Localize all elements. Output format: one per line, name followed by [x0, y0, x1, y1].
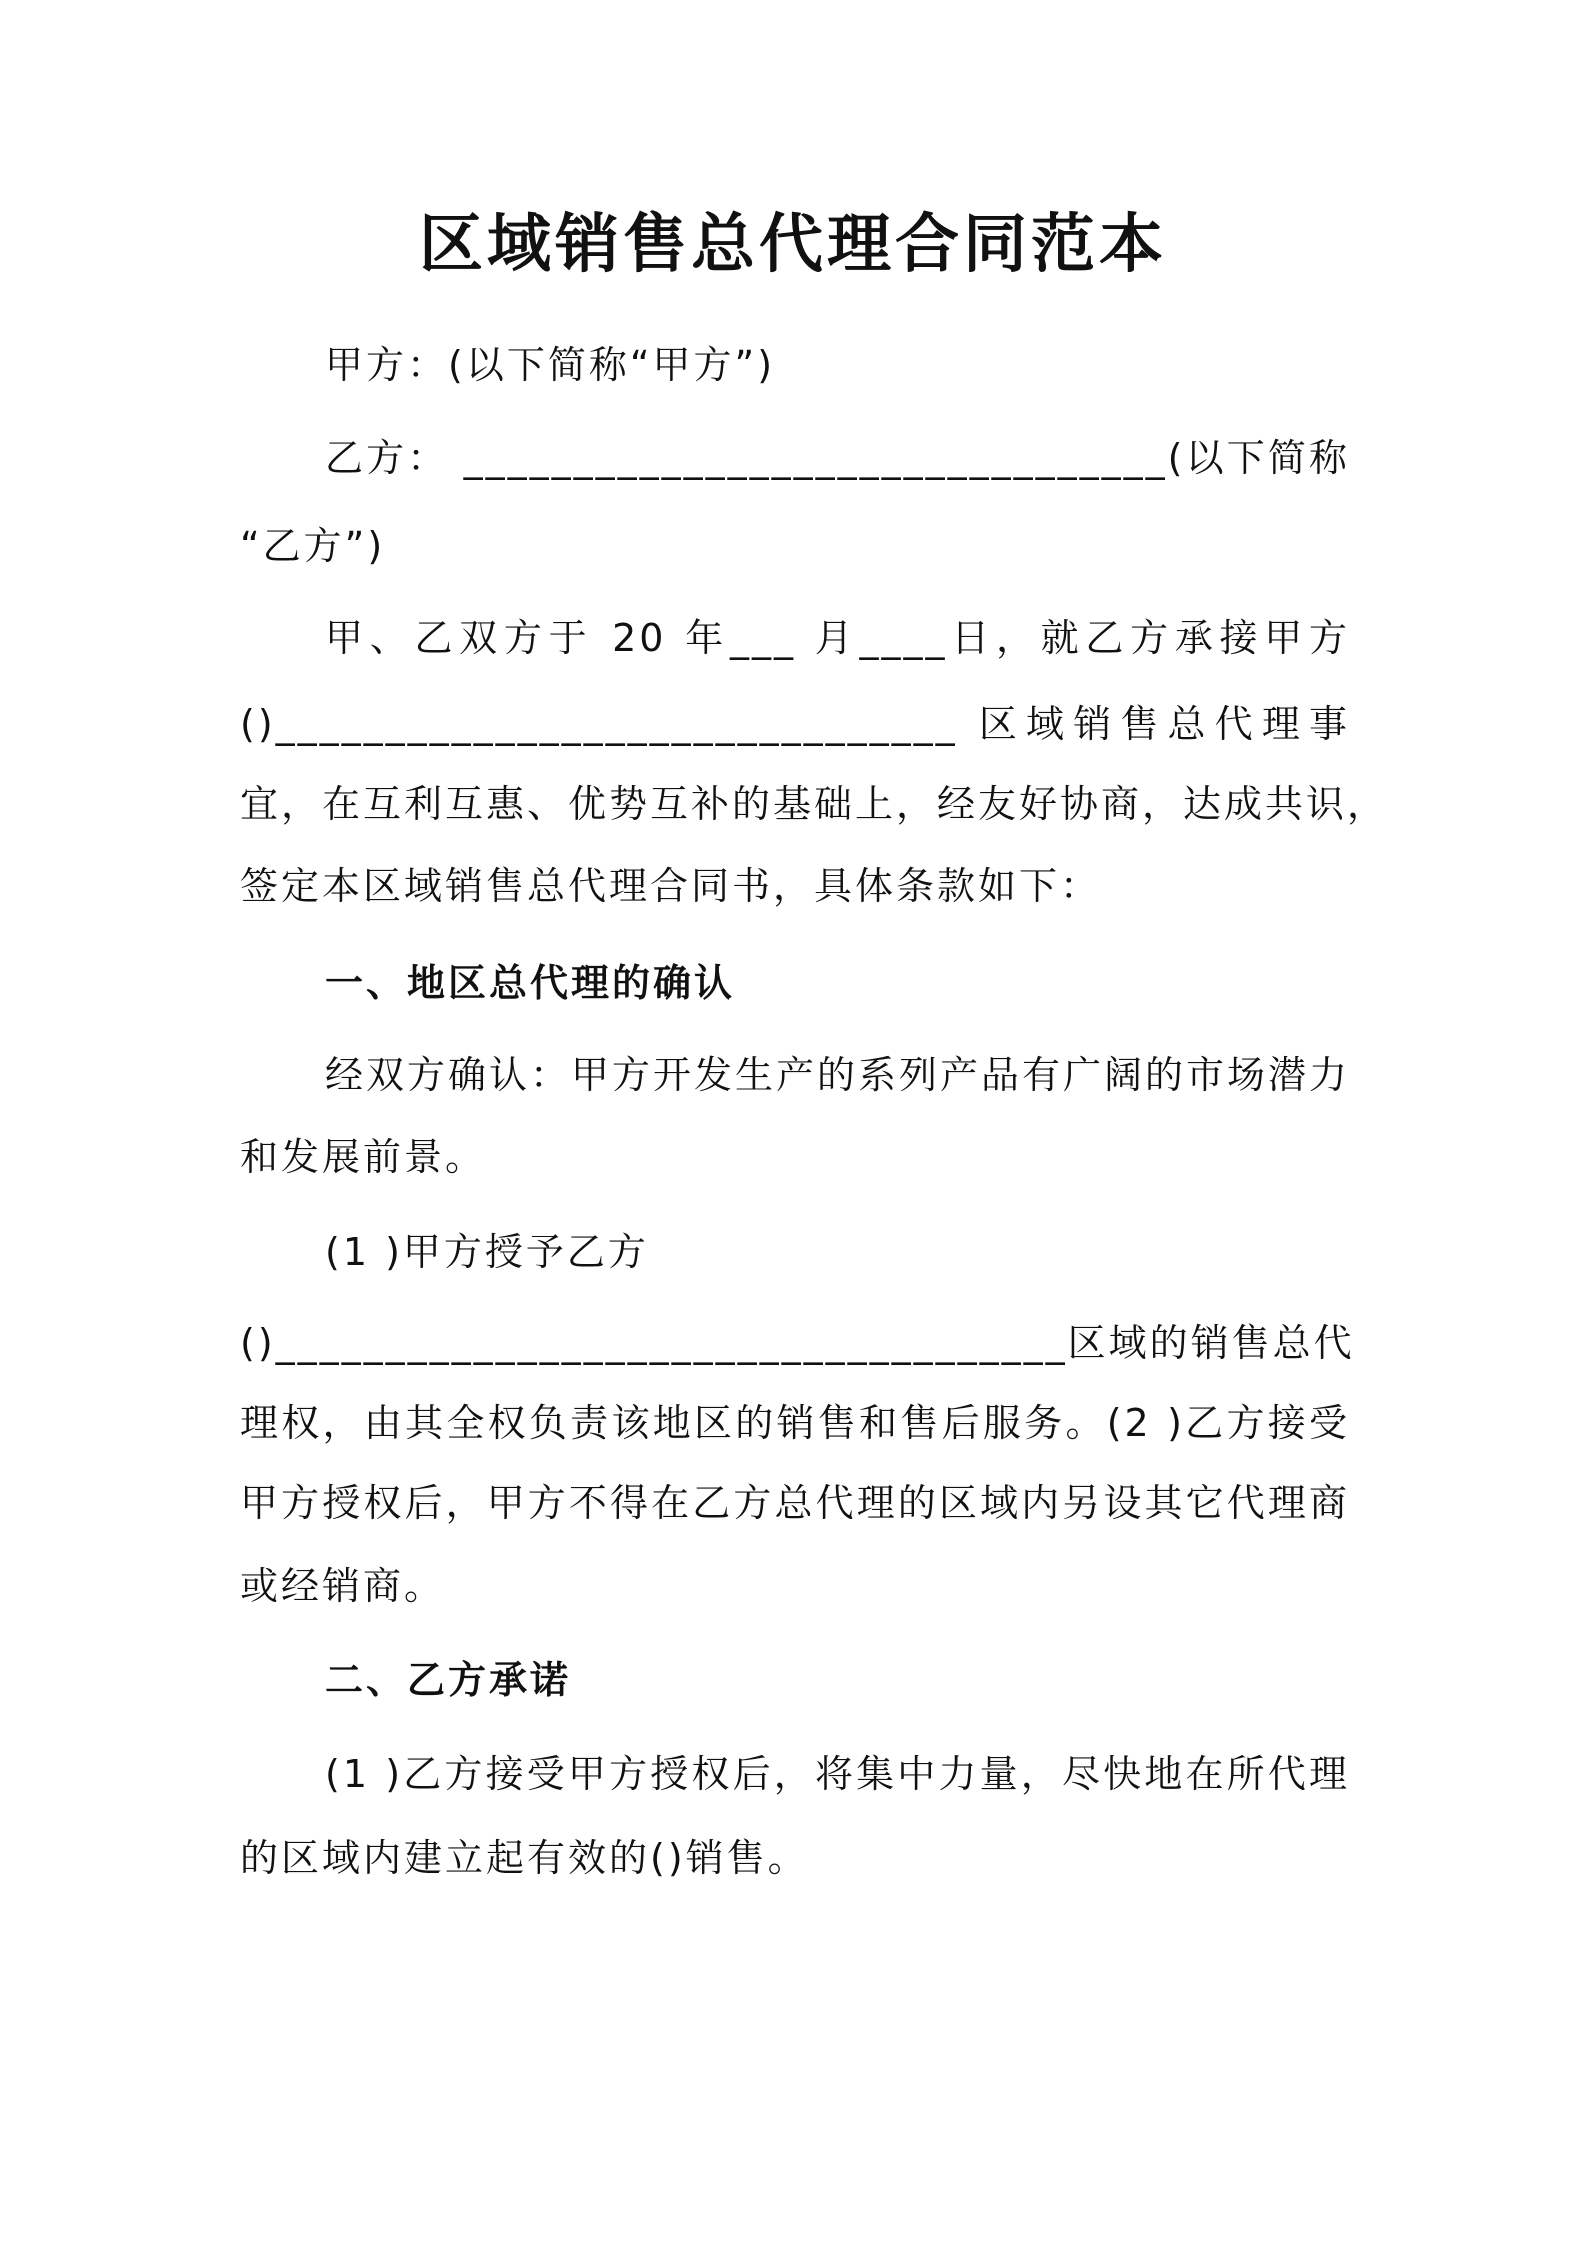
intro-paragraph-line: 签定本区域销售总代理合同书，具体条款如下：: [240, 864, 1102, 908]
clause-1-1-line: ()____________________________________区域的销售总代: [240, 1321, 1355, 1365]
clause-1-1-line: (1 )甲方授予乙方: [325, 1230, 649, 1274]
intro-paragraph-line: ()_______________________________ 区域销售总代理事: [240, 702, 1350, 746]
clause-1-1-line: 理权，由其全权负责该地区的销售和售后服务。(2 )乙方接受: [240, 1401, 1350, 1445]
clause-1-2-line: 甲方授权后，甲方不得在乙方总代理的区域内另设其它代理商: [240, 1481, 1350, 1525]
clause-2-1-line: 的区域内建立起有效的()销售。: [240, 1836, 809, 1880]
party-a-line: 甲方：(以下简称“甲方”): [325, 343, 776, 387]
intro-paragraph-line: 宜，在互利互惠、优势互补的基础上，经友好协商，达成共识，: [240, 782, 1389, 826]
intro-paragraph-line: 甲、乙双方于 20 年___ 月____日，就乙方承接甲方: [325, 616, 1350, 660]
party-b-line: 乙方： ________________________________(以下简称: [325, 436, 1350, 480]
party-b-line-cont: “乙方”): [240, 524, 386, 568]
section-heading-2: 二、乙方承诺: [325, 1658, 572, 1702]
section-1-paragraph-line: 经双方确认：甲方开发生产的系列产品有广阔的市场潜力: [325, 1053, 1351, 1097]
document-title: 区域销售总代理合同范本: [419, 208, 1167, 282]
clause-2-1-line: (1 )乙方接受甲方授权后，将集中力量，尽快地在所代理: [325, 1752, 1350, 1796]
section-1-paragraph-line: 和发展前景。: [240, 1135, 487, 1179]
clause-1-2-line: 或经销商。: [240, 1564, 446, 1608]
section-heading-1: 一、地区总代理的确认: [325, 961, 736, 1005]
